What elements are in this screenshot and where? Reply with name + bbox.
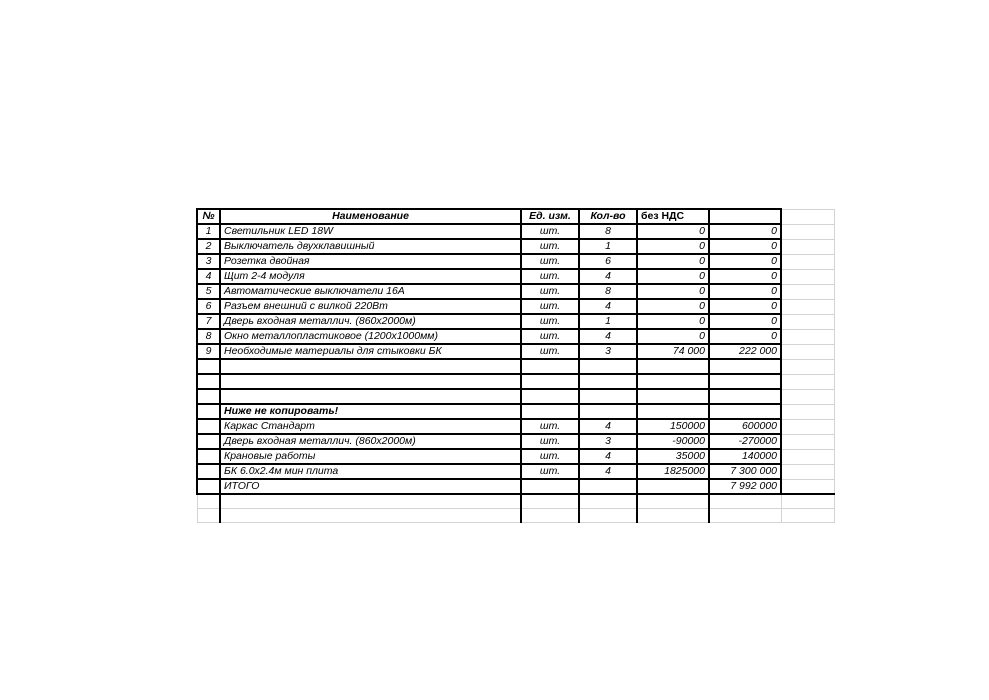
quantity-cell: 4 — [579, 329, 637, 344]
item-name-cell: Каркас Стандарт — [220, 419, 521, 434]
quantity-cell: 4 — [579, 269, 637, 284]
empty-cell — [781, 449, 834, 464]
empty-cell — [781, 389, 834, 404]
unit-cell: шт. — [521, 254, 579, 269]
total-row — [197, 479, 834, 494]
spreadsheet-table — [196, 208, 835, 523]
item-name-cell: БК 6.0х2.4м мин плита — [220, 464, 521, 479]
row-number-cell: 4 — [197, 269, 220, 284]
row-number-cell: 9 — [197, 344, 220, 359]
unit-cell: шт. — [521, 329, 579, 344]
total-label: ИТОГО — [220, 479, 521, 494]
empty-cell — [579, 404, 637, 419]
unit-cell: шт. — [521, 224, 579, 239]
total-cell: -270000 — [709, 434, 781, 449]
unit-cell: шт. — [521, 464, 579, 479]
unit-cell: шт. — [521, 344, 579, 359]
total-cell: 0 — [709, 239, 781, 254]
empty-cell — [579, 359, 637, 374]
quantity-cell: 3 — [579, 344, 637, 359]
empty-cell — [781, 464, 834, 479]
quantity-cell: 4 — [579, 299, 637, 314]
price-cell: -90000 — [637, 434, 709, 449]
unit-cell: шт. — [521, 239, 579, 254]
empty-cell — [197, 479, 220, 494]
header-cell-unit: Ед. изм. — [521, 209, 579, 224]
item-name-cell: Окно металлопластиковое (1200х1000мм) — [220, 329, 521, 344]
item-name-cell: Необходимые материалы для стыковки БК — [220, 344, 521, 359]
total-cell: 0 — [709, 269, 781, 284]
unit-cell: шт. — [521, 434, 579, 449]
total-cell: 600000 — [709, 419, 781, 434]
item-name-cell: Розетка двойная — [220, 254, 521, 269]
price-cell: 150000 — [637, 419, 709, 434]
empty-cell — [709, 404, 781, 419]
table-row — [197, 224, 834, 239]
empty-cell — [781, 434, 834, 449]
empty-cell — [521, 479, 579, 494]
blank-row — [197, 494, 834, 509]
table-row — [197, 269, 834, 284]
table-row — [197, 239, 834, 254]
quantity-cell: 4 — [579, 449, 637, 464]
empty-cell — [521, 389, 579, 404]
empty-cell — [220, 359, 521, 374]
empty-cell — [781, 269, 834, 284]
empty-cell — [709, 509, 781, 523]
table-row — [197, 314, 834, 329]
table-row — [197, 449, 834, 464]
item-name-cell: Крановые работы — [220, 449, 521, 464]
unit-cell: шт. — [521, 299, 579, 314]
total-cell: 140000 — [709, 449, 781, 464]
item-name-cell: Щит 2-4 модуля — [220, 269, 521, 284]
empty-cell — [781, 224, 834, 239]
empty-cell — [781, 509, 834, 523]
row-number-cell: 6 — [197, 299, 220, 314]
empty-row — [197, 374, 834, 389]
empty-cell — [220, 494, 521, 509]
unit-cell: шт. — [521, 449, 579, 464]
total-cell: 0 — [709, 254, 781, 269]
quantity-cell: 4 — [579, 419, 637, 434]
header-cell-name: Наименование — [220, 209, 521, 224]
grand-total-value: 7 992 000 — [709, 479, 781, 494]
empty-cell — [197, 434, 220, 449]
empty-cell — [579, 374, 637, 389]
quantity-cell: 3 — [579, 434, 637, 449]
empty-cell — [197, 509, 220, 523]
price-cell: 74 000 — [637, 344, 709, 359]
unit-cell: шт. — [521, 284, 579, 299]
quantity-cell: 1 — [579, 314, 637, 329]
empty-cell — [521, 509, 579, 523]
empty-cell — [579, 479, 637, 494]
empty-cell — [637, 359, 709, 374]
quantity-cell: 4 — [579, 464, 637, 479]
table-row — [197, 299, 834, 314]
empty-cell — [781, 419, 834, 434]
unit-cell: шт. — [521, 314, 579, 329]
note-row — [197, 404, 834, 419]
empty-cell — [197, 404, 220, 419]
table-row — [197, 434, 834, 449]
total-cell: 0 — [709, 284, 781, 299]
price-cell: 0 — [637, 269, 709, 284]
empty-cell — [781, 374, 834, 389]
table-row — [197, 344, 834, 359]
header-row — [197, 209, 834, 224]
quantity-cell: 8 — [579, 284, 637, 299]
item-name-cell: Дверь входная металлич. (860х2000м) — [220, 314, 521, 329]
total-cell: 0 — [709, 314, 781, 329]
unit-cell: шт. — [521, 419, 579, 434]
empty-cell — [579, 509, 637, 523]
price-cell: 35000 — [637, 449, 709, 464]
item-name-cell: Разъем внешний с вилкой 220Вт — [220, 299, 521, 314]
row-number-cell: 7 — [197, 314, 220, 329]
total-cell: 0 — [709, 329, 781, 344]
table-row — [197, 254, 834, 269]
row-number-cell: 8 — [197, 329, 220, 344]
empty-cell — [781, 359, 834, 374]
price-cell: 1825000 — [637, 464, 709, 479]
quantity-cell: 8 — [579, 224, 637, 239]
empty-cell — [781, 329, 834, 344]
row-number-cell: 3 — [197, 254, 220, 269]
empty-cell — [579, 389, 637, 404]
empty-cell — [709, 494, 781, 509]
empty-cell — [637, 509, 709, 523]
empty-cell — [781, 239, 834, 254]
empty-cell — [637, 494, 709, 509]
price-cell: 0 — [637, 284, 709, 299]
quantity-cell: 6 — [579, 254, 637, 269]
empty-cell — [197, 389, 220, 404]
header-cell-number: № — [197, 209, 220, 224]
total-cell: 7 300 000 — [709, 464, 781, 479]
total-cell: 222 000 — [709, 344, 781, 359]
note-text: Ниже не копировать! — [220, 404, 521, 419]
empty-cell — [781, 479, 834, 494]
row-number-cell: 5 — [197, 284, 220, 299]
empty-cell — [220, 389, 521, 404]
item-name-cell: Светильник LED 18W — [220, 224, 521, 239]
row-number-cell: 1 — [197, 224, 220, 239]
empty-cell — [781, 254, 834, 269]
empty-cell — [197, 374, 220, 389]
empty-cell — [781, 404, 834, 419]
empty-cell — [521, 359, 579, 374]
price-cell: 0 — [637, 239, 709, 254]
empty-cell — [220, 374, 521, 389]
price-cell: 0 — [637, 254, 709, 269]
empty-cell — [781, 284, 834, 299]
item-name-cell: Автоматические выключатели 16А — [220, 284, 521, 299]
table-row — [197, 419, 834, 434]
price-cell: 0 — [637, 314, 709, 329]
empty-cell — [637, 374, 709, 389]
empty-cell — [220, 509, 521, 523]
empty-cell — [197, 449, 220, 464]
empty-cell — [781, 494, 834, 509]
total-cell: 0 — [709, 224, 781, 239]
empty-cell — [781, 299, 834, 314]
header-cell-price: без НДС — [637, 209, 709, 224]
empty-cell — [197, 494, 220, 509]
item-name-cell: Выключатель двухклавишный — [220, 239, 521, 254]
item-name-cell: Дверь входная металлич. (860х2000м) — [220, 434, 521, 449]
empty-cell — [781, 344, 834, 359]
empty-cell — [521, 404, 579, 419]
unit-cell: шт. — [521, 269, 579, 284]
empty-cell — [781, 314, 834, 329]
table-row — [197, 329, 834, 344]
header-cell-qty: Кол-во — [579, 209, 637, 224]
empty-cell — [197, 419, 220, 434]
table-row — [197, 284, 834, 299]
empty-row — [197, 359, 834, 374]
header-cell-total — [709, 209, 781, 224]
empty-cell — [709, 389, 781, 404]
blank-row — [197, 509, 834, 523]
total-cell: 0 — [709, 299, 781, 314]
empty-cell — [709, 359, 781, 374]
quantity-cell: 1 — [579, 239, 637, 254]
empty-cell — [637, 404, 709, 419]
empty-cell — [637, 479, 709, 494]
empty-cell — [781, 209, 834, 224]
empty-cell — [709, 374, 781, 389]
empty-row — [197, 389, 834, 404]
empty-cell — [637, 389, 709, 404]
empty-cell — [579, 494, 637, 509]
price-cell: 0 — [637, 299, 709, 314]
price-cell: 0 — [637, 224, 709, 239]
table-row — [197, 464, 834, 479]
empty-cell — [197, 464, 220, 479]
empty-cell — [197, 359, 220, 374]
price-cell: 0 — [637, 329, 709, 344]
row-number-cell: 2 — [197, 239, 220, 254]
empty-cell — [521, 494, 579, 509]
empty-cell — [521, 374, 579, 389]
